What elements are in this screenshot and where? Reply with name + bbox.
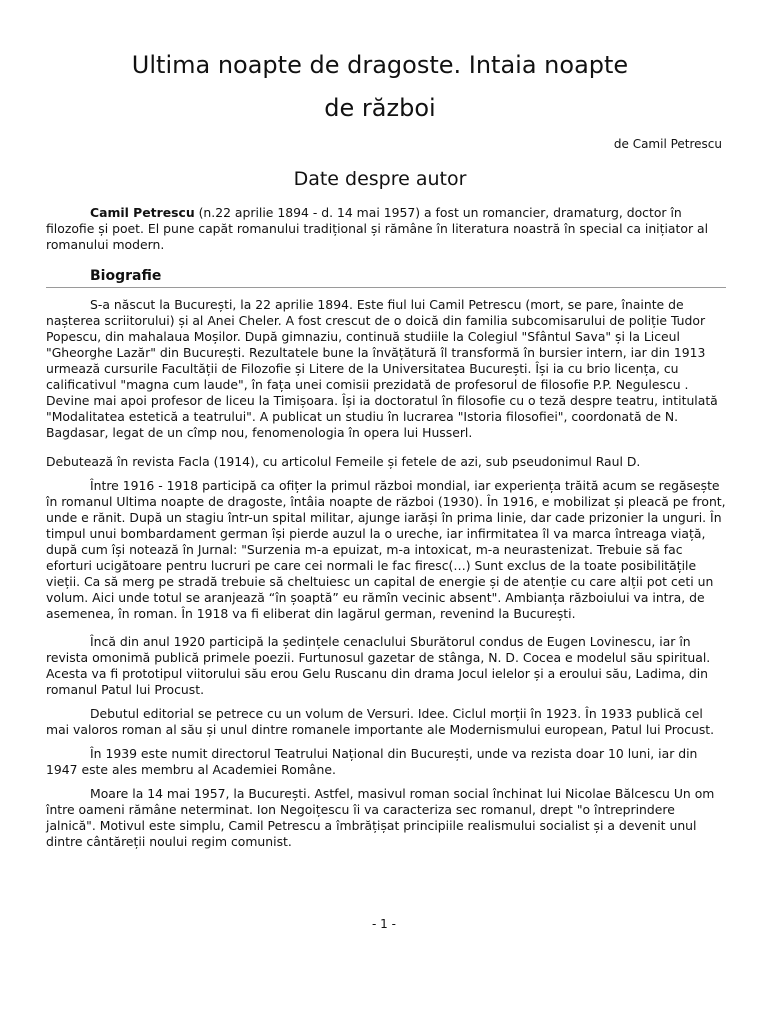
biography-heading: Biografie bbox=[90, 268, 162, 284]
author-name: Camil Petrescu bbox=[90, 205, 195, 220]
paragraph-text: Între 1916 - 1918 participă ca ofițer la primul război mondial, iar experiența trăită acum se regăsește în romanul Ultima noapte de dragoste, întâia noapte de război (1930). În 1916, e mobilizat și pleacă pe front, unde e rănit. După un stagiu într-un spital militar, ajunge iarăși în prima linie, dar cade prizonier la unguri. În timpul unui bombardament german își pierde auzul la o ureche, iar infirmitatea îl va marca întreaga viață, după cum își notează în Jurnal: "Surzenia m-a epuizat, m-a intoxicat, m-a neurastenizat. Trebuie să fac eforturi ucigătoare pentru lucruri pe care cei normali le fac firesc(…) Sunt exclus de la toate posibilitățile vieții. Ca să merg pe stradă trebuie să cheltuiesc un capital de energie și de atenție cu care alții pot ceti un volum. Aici unde totul se aranjează “în șoaptă” eu rămîn vecinic absent". Ambianța războiului va intra, de asemenea, în roman. În 1918 va fi eliberat din lagărul german, revenind la București. bbox=[46, 478, 726, 621]
biography-paragraph-1 bbox=[46, 297, 726, 441]
document-title-line-2: de război bbox=[324, 94, 436, 122]
intro-text: (n.22 aprilie 1894 - d. 14 mai 1957) a fost un romancier, dramaturg, doctor în filozofie și poet. El pune capăt romanului tradițional și rămâne în literatura noastră în special ca inițiator al romanului modern. bbox=[46, 205, 709, 252]
section-heading: Date despre autor bbox=[293, 168, 467, 190]
biography-paragraph-5 bbox=[46, 706, 726, 738]
paragraph-text: Încă din anul 1920 participă la ședințele cenaclului Sburătorul condus de Eugen Lovinescu, iar în revista omonimă publică primele poezii. Furtunosul gazetar de stânga, N. D. Cocea e modelul său spiritual. Acesta va fi prototipul viitorului său erou Gelu Ruscanu din drama Jocul ielelor și a eroului său, Ladima, din romanul Patul lui Procust. bbox=[46, 634, 711, 697]
paragraph-text: Debutează în revista Facla (1914), cu articolul Femeile și fetele de azi, sub pseudonimul Raul D. bbox=[46, 454, 641, 469]
heading-divider bbox=[46, 287, 726, 288]
biography-paragraph-2 bbox=[46, 454, 726, 470]
intro-paragraph bbox=[46, 205, 726, 253]
paragraph-text: În 1939 este numit directorul Teatrului Național din București, unde va rezista doar 10 luni, iar din 1947 este ales membru al Academiei Române. bbox=[46, 746, 698, 777]
biography-paragraph-7 bbox=[46, 786, 726, 850]
page-number: - 1 - bbox=[372, 917, 396, 931]
biography-paragraph-6 bbox=[46, 746, 726, 778]
author-byline: de Camil Petrescu bbox=[613, 137, 722, 151]
paragraph-text: S-a născut la București, la 22 aprilie 1894. Este fiul lui Camil Petrescu (mort, se pare, înainte de nașterea scriitorului) și al Anei Cheler. A fost crescut de o doică din familia subcomisarului de poliție Tudor Popescu, din mahalaua Moșilor. După gimnaziu, continuă studiile la Colegiul "Sfântul Sava" și la Liceul "Gheorghe Lazăr" din București. Rezultatele bune la învățătură îl transformă în bursier intern, iar din 1913 urmează cursurile Facultății de Filozofie și Litere de la Universitatea București. Își ia cu brio licența, cu calificativul "magna cum laude", în fața unei comisii prezidată de profesorul de filosofie P.P. Negulescu . Devine mai apoi profesor de liceu la Timișoara. Își ia doctoratul în filosofie cu o teză despre teatru, intitulată "Modalitatea estetică a teatrului". A publicat un studiu în lucrarea "Istoria filosofiei", coordonată de N. Bagdasar, legat de un cîmp nou, fenomenologia în opera lui Husserl. bbox=[46, 297, 718, 440]
biography-paragraph-3 bbox=[46, 478, 726, 622]
biography-paragraph-4 bbox=[46, 634, 726, 698]
paragraph-text: Moare la 14 mai 1957, la București. Astfel, masivul roman social închinat lui Nicolae Bălcescu Un om între oameni rămâne neterminat. Ion Negoițescu îi va caracteriza sec romanul, drept "o întreprindere jalnică". Motivul este simplu, Camil Petrescu a îmbrățișat principiile realismului socialist și a devenit unul dintre cântăreții noului regim comunist. bbox=[46, 786, 715, 849]
document-title-line-1: Ultima noapte de dragoste. Intaia noapte bbox=[131, 51, 629, 79]
paragraph-text: Debutul editorial se petrece cu un volum de Versuri. Idee. Ciclul morții în 1923. În 1933 publică cel mai valoros roman al său și unul dintre romanele importante ale Modernismului european, Patul lui Procust. bbox=[46, 706, 715, 737]
